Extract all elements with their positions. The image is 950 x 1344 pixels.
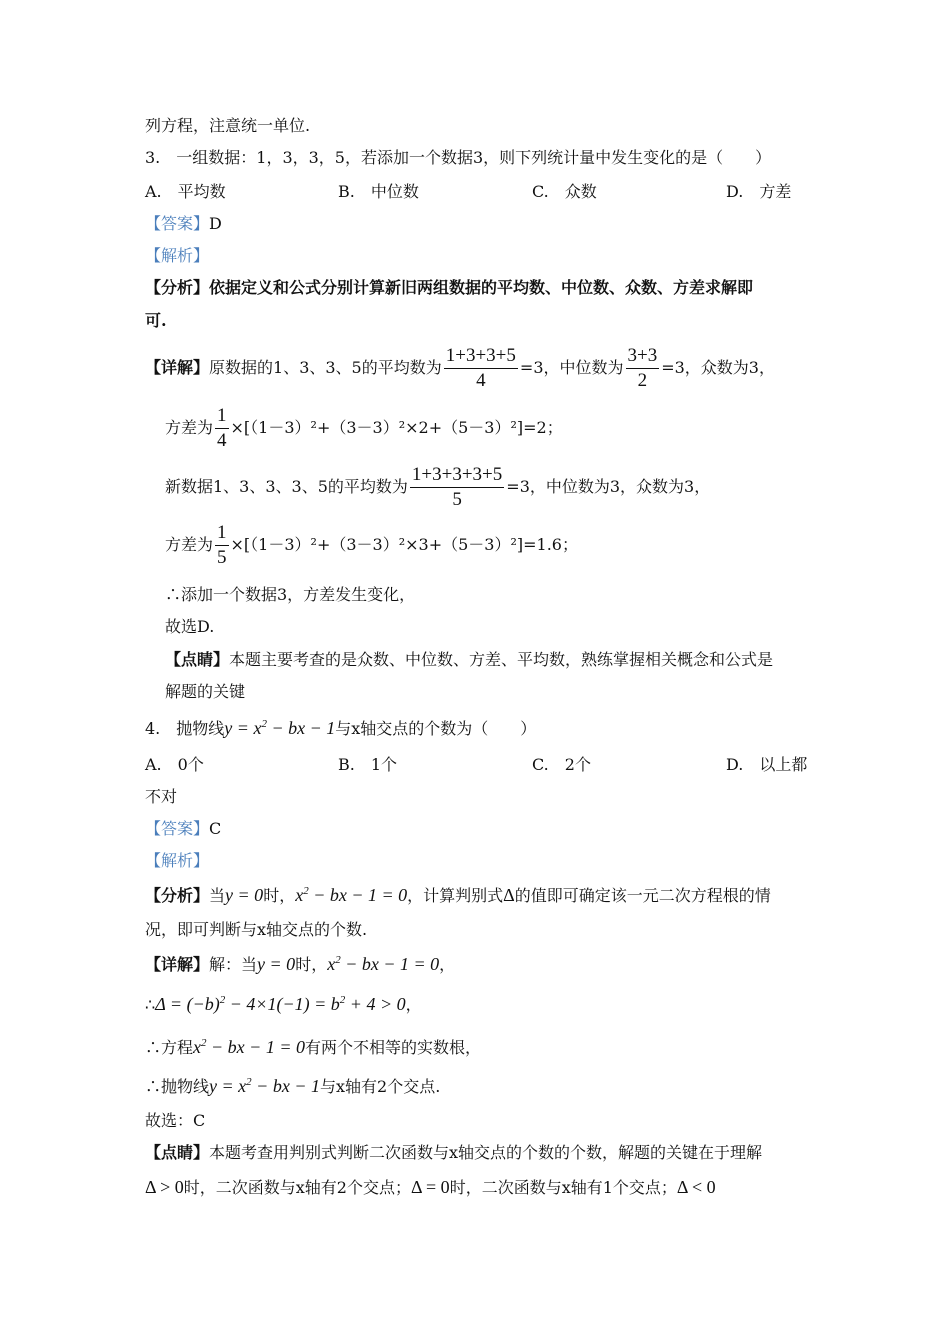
q3-detail-line-4 — [165, 522, 578, 569]
q4-xj-b: 时， — [295, 955, 328, 974]
q4-detail-line-5: 故选：C — [145, 1111, 206, 1130]
jiexi-label: 【解析】 — [145, 851, 210, 870]
q3-frac3-den: 4 — [217, 430, 227, 451]
q3-mean-fraction — [444, 345, 518, 392]
q4-fenxi-line-1 — [145, 885, 771, 906]
q3-fenxi-line-2: 可. — [145, 311, 167, 330]
q3-option-b: B. 中位数 — [338, 182, 419, 201]
q4-fx-c: ，计算判别式 — [407, 886, 504, 905]
q3-d1-text-c: =3，众数为3， — [661, 358, 775, 377]
q4-xj-c: ， — [439, 955, 456, 974]
q3-d1-text-b: =3，中位数为 — [519, 358, 624, 377]
q4-option-d-wrap: 不对 — [145, 787, 178, 806]
fenxi-label: 【分析】 — [145, 278, 210, 297]
q3-d4-text-b: ×[（1－3）²+（3－3）²×3+（5－3）²]=1.6； — [230, 535, 578, 554]
q4-l2-pre: ∴ — [145, 995, 156, 1014]
q3-frac2-den: 2 — [637, 370, 648, 391]
q4-detail-line-3 — [145, 1037, 481, 1058]
q4-fx-b: 时， — [263, 886, 296, 905]
q3-jiexi-line — [145, 246, 209, 266]
q3-d4-text-a: 方差为 — [165, 535, 214, 554]
q3-detail-line-5: ∴添加一个数据3，方差发生变化， — [165, 585, 416, 604]
q3-detail-line-2 — [165, 405, 563, 452]
q4-fenxi-line-2: 况，即可判断与x轴交点的个数. — [145, 920, 368, 939]
q4-dianjing-line-2 — [145, 1177, 716, 1198]
q3-dianjing-line-2: 解题的关键 — [165, 682, 246, 701]
question-4-stem — [145, 718, 536, 739]
q4-y-eq-0: y = 0 — [225, 885, 264, 905]
q3-dianjing-line-1 — [165, 650, 773, 670]
q4-discriminant-formula: $\Delta = (-b)^2 - 4\times 1(-1) = b^2 + 4 > 0$ — [155, 994, 406, 1014]
q4-dj-2b: 时，二次函数与x轴有1个交点； — [449, 1178, 677, 1197]
q3-median-fraction — [626, 345, 660, 392]
delta-lt-0: Δ < 0 — [676, 1177, 716, 1197]
q3-option-a: A. 平均数 — [145, 182, 226, 201]
q4-dj-text-1: 本题考查用判别式判断二次函数与x轴交点的个数的个数，解题的关键在于理解 — [209, 1143, 763, 1162]
q4-equation-c: $x^2$ − bx − 1 = 0 — [193, 1037, 305, 1057]
q3-answer-line — [145, 214, 222, 234]
delta-gt-0: Δ > 0 — [145, 1177, 184, 1197]
q3-detail-line-1 — [145, 345, 775, 392]
q4-stem-b: 与x轴交点的个数为（ ） — [335, 719, 537, 738]
q4-option-d: D. 以上都 — [726, 755, 808, 774]
q3-frac1-den: 4 — [476, 370, 486, 391]
q4-l4-a: ∴抛物线 — [145, 1077, 210, 1096]
q4-y-eq-0-b: y = 0 — [257, 954, 296, 974]
q4-l2-post: ， — [405, 995, 422, 1014]
q3-fenxi-text-1: 依据定义和公式分别计算新旧两组数据的平均数、中位数、众数、方差求解即 — [209, 278, 754, 297]
q3-answer-value: D — [209, 214, 222, 233]
q4-dianjing-line-1 — [145, 1143, 762, 1163]
q3-d2-text-a: 方差为 — [165, 418, 214, 437]
q4-dj-2a: 时，二次函数与x轴有2个交点； — [183, 1178, 411, 1197]
q3-d1-text-a: 原数据的1、3、3、5的平均数为 — [209, 358, 442, 377]
dianjing-label: 【点睛】 — [145, 1143, 210, 1162]
q3-detail-line-6: 故选D. — [165, 617, 215, 636]
q3-frac4-den: 5 — [452, 489, 462, 510]
q3-mean-fraction-new — [410, 464, 504, 511]
q4-l4-b: 与x轴有2个交点. — [319, 1077, 441, 1096]
q3-dj-text-1: 本题主要考查的是众数、中位数、方差、平均数，熟练掌握相关概念和公式是 — [229, 650, 774, 669]
xiangjie-label: 【详解】 — [145, 955, 210, 974]
dianjing-label: 【点睛】 — [165, 650, 230, 669]
q3-frac3-num: 1 — [215, 405, 229, 429]
q3-frac4-num: 1+3+3+3+5 — [410, 464, 504, 488]
q4-fx-d: 的值即可确定该一元二次方程根的情 — [514, 886, 771, 905]
q3-variance-fraction-old — [215, 405, 229, 452]
q3-option-d: D. 方差 — [726, 182, 792, 201]
q3-fenxi-line-1 — [145, 278, 753, 298]
q4-option-b: B. 1个 — [338, 755, 398, 774]
q4-l3-b: 有两个不相等的实数根， — [304, 1038, 481, 1057]
q4-option-c: C. 2个 — [532, 755, 591, 774]
q4-answer-line — [145, 819, 221, 839]
q4-parabola-formula-b: $y = x^2$ − bx − 1 — [209, 1076, 320, 1096]
q4-parabola-formula: $y = x^2$ − bx − 1 — [224, 718, 336, 738]
q3-variance-fraction-new — [215, 522, 229, 569]
q3-d2-text-b: ×[（1－3）²+（3－3）²×2+（5－3）²]=2； — [230, 418, 563, 437]
jiexi-label: 【解析】 — [145, 246, 210, 265]
answer-label: 【答案】 — [145, 214, 210, 233]
q4-answer-value: C — [209, 819, 222, 838]
q4-fx-a: 当 — [209, 886, 226, 905]
delta-eq-0: Δ = 0 — [410, 1177, 450, 1197]
q3-frac2-num: 3+3 — [626, 345, 660, 369]
q4-jiexi-line — [145, 851, 209, 871]
q3-frac1-num: 1+3+3+5 — [444, 345, 518, 369]
q4-equation: $x^2$ − bx − 1 = 0 — [295, 885, 408, 905]
q3-d3-text-a: 新数据1、3、3、3、5的平均数为 — [165, 477, 408, 496]
continuation-text: 列方程，注意统一单位. — [145, 116, 311, 135]
answer-label: 【答案】 — [145, 819, 210, 838]
q3-d3-text-b: =3，中位数为3，众数为3， — [506, 477, 711, 496]
q4-detail-line-1 — [145, 954, 455, 975]
xiangjie-label: 【详解】 — [145, 358, 210, 377]
q4-xj-a: 解：当 — [209, 955, 258, 974]
question-3-stem: 3. 一组数据：1，3，3，5，若添加一个数据3，则下列统计量中发生变化的是（ ） — [145, 148, 772, 167]
q3-frac5-den: 5 — [217, 547, 227, 568]
q4-detail-line-2 — [145, 994, 422, 1015]
q4-stem-a: 4. 抛物线 — [145, 719, 225, 738]
q4-detail-line-4 — [145, 1076, 440, 1097]
q4-l3-a: ∴方程 — [145, 1038, 194, 1057]
delta-symbol: Δ — [503, 885, 515, 905]
q3-option-c: C. 众数 — [532, 182, 597, 201]
q4-equation-b: $x^2$ − bx − 1 = 0 — [327, 954, 440, 974]
q3-frac5-num: 1 — [215, 522, 229, 546]
fenxi-label: 【分析】 — [145, 886, 210, 905]
q3-detail-line-3 — [165, 464, 710, 511]
q4-option-a: A. 0个 — [145, 755, 204, 774]
